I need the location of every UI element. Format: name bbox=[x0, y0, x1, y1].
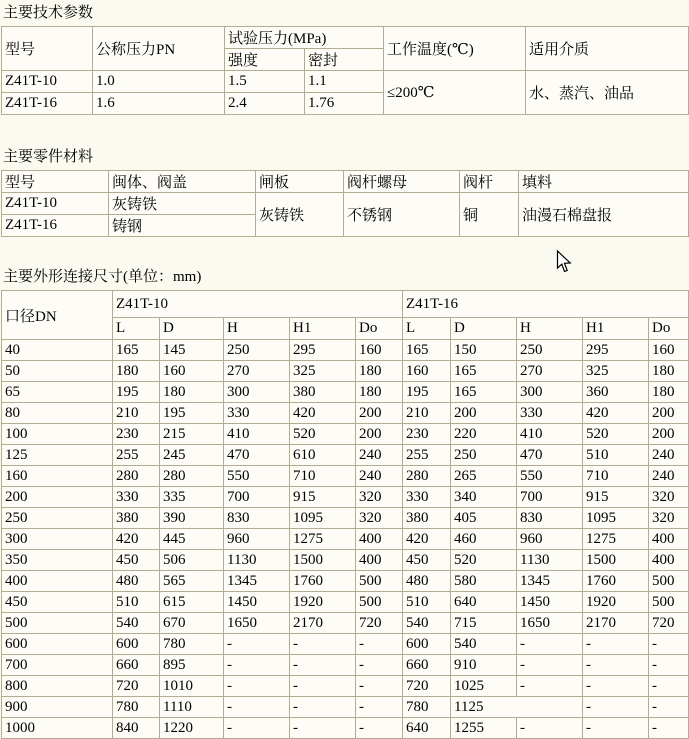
table-cell: 245 bbox=[160, 445, 224, 466]
table-cell: 265 bbox=[451, 466, 517, 487]
table-cell: - bbox=[224, 655, 290, 676]
table-cell: 1025 bbox=[451, 676, 517, 697]
column-header-test-pressure: 试验压力(MPa) bbox=[225, 27, 384, 49]
table-cell: 700 bbox=[517, 487, 583, 508]
table-cell: - bbox=[356, 676, 403, 697]
column-header-stem-nut: 阀杆螺母 bbox=[344, 171, 460, 193]
column-header-dn: 口径DN bbox=[2, 291, 113, 340]
table-cell: 710 bbox=[583, 466, 649, 487]
table-cell: 295 bbox=[583, 340, 649, 361]
table-cell: 500 bbox=[356, 592, 403, 613]
table-cell: 710 bbox=[290, 466, 356, 487]
column-header-do: Do bbox=[649, 318, 689, 340]
column-header-l: L bbox=[113, 318, 160, 340]
table-cell: 200 bbox=[649, 403, 689, 424]
table-cell: 240 bbox=[356, 466, 403, 487]
table-cell-packing: 油漫石棉盘报 bbox=[519, 193, 689, 237]
table-cell: 615 bbox=[160, 592, 224, 613]
table-cell: 1130 bbox=[224, 550, 290, 571]
table-cell: 1010 bbox=[160, 676, 224, 697]
table-cell: 325 bbox=[290, 361, 356, 382]
table-cell: 520 bbox=[451, 550, 517, 571]
table-cell: - bbox=[517, 655, 583, 676]
table-cell: 580 bbox=[451, 571, 517, 592]
table-cell: 125 bbox=[2, 445, 113, 466]
table-cell: 340 bbox=[451, 487, 517, 508]
table-cell: 780 bbox=[160, 634, 224, 655]
table-cell: 715 bbox=[451, 613, 517, 634]
table-cell: 145 bbox=[160, 340, 224, 361]
table-cell: 200 bbox=[356, 424, 403, 445]
table-cell: 660 bbox=[113, 655, 160, 676]
table-cell: 250 bbox=[2, 508, 113, 529]
table-cell: 300 bbox=[2, 529, 113, 550]
table-cell: 915 bbox=[583, 487, 649, 508]
table-cell: 540 bbox=[113, 613, 160, 634]
table-cell: 360 bbox=[583, 382, 649, 403]
table-cell: 720 bbox=[649, 613, 689, 634]
column-header-h: H bbox=[517, 318, 583, 340]
dimensions-tbody bbox=[2, 340, 689, 739]
table-cell: 400 bbox=[649, 550, 689, 571]
table-cell: 500 bbox=[649, 592, 689, 613]
table-cell: 280 bbox=[160, 466, 224, 487]
table-cell: 510 bbox=[113, 592, 160, 613]
table-cell: 1275 bbox=[583, 529, 649, 550]
table-cell: 470 bbox=[517, 445, 583, 466]
table-cell: 270 bbox=[517, 361, 583, 382]
table-cell: 210 bbox=[113, 403, 160, 424]
table-cell: 200 bbox=[451, 403, 517, 424]
table-cell: 180 bbox=[160, 382, 224, 403]
group-header-z41t-16: Z41T-16 bbox=[403, 291, 689, 318]
table-cell: 1450 bbox=[224, 592, 290, 613]
column-header-h: H bbox=[224, 318, 290, 340]
table-cell: 660 bbox=[403, 655, 451, 676]
table-cell: 160 bbox=[649, 340, 689, 361]
table-row bbox=[2, 361, 689, 382]
table-cell: 180 bbox=[113, 361, 160, 382]
table-cell: 325 bbox=[583, 361, 649, 382]
table-cell: - bbox=[517, 634, 583, 655]
table-row bbox=[2, 340, 689, 361]
table-cell: 65 bbox=[2, 382, 113, 403]
table-cell: 670 bbox=[160, 613, 224, 634]
table-cell: 380 bbox=[113, 508, 160, 529]
column-header-pn: 公称压力PN bbox=[93, 27, 225, 71]
table-cell: 405 bbox=[451, 508, 517, 529]
table-row bbox=[2, 697, 689, 718]
table-header-row bbox=[2, 27, 689, 49]
table-cell: 830 bbox=[224, 508, 290, 529]
table-cell: 1.76 bbox=[305, 93, 384, 115]
table-cell: 250 bbox=[517, 340, 583, 361]
column-header-model: 型号 bbox=[2, 171, 109, 193]
table-cell: 1760 bbox=[583, 571, 649, 592]
table-cell: 195 bbox=[113, 382, 160, 403]
table-cell: - bbox=[583, 634, 649, 655]
table-cell: 80 bbox=[2, 403, 113, 424]
table-cell: 230 bbox=[403, 424, 451, 445]
table-cell: 1650 bbox=[224, 613, 290, 634]
column-header-body-bonnet: 闽体、阀盖 bbox=[109, 171, 256, 193]
column-header-h1: H1 bbox=[583, 318, 649, 340]
table-cell: 830 bbox=[517, 508, 583, 529]
table-cell: 1.0 bbox=[93, 71, 225, 93]
table-cell: - bbox=[290, 634, 356, 655]
table-cell: 100 bbox=[2, 424, 113, 445]
table-cell: 180 bbox=[356, 382, 403, 403]
table-cell: 330 bbox=[224, 403, 290, 424]
table-cell: - bbox=[583, 655, 649, 676]
table-cell: 200 bbox=[2, 487, 113, 508]
table-cell: 450 bbox=[403, 550, 451, 571]
table-cell: 220 bbox=[451, 424, 517, 445]
table-cell: 510 bbox=[583, 445, 649, 466]
table-cell: Z41T-10 bbox=[2, 71, 93, 93]
table-cell: 510 bbox=[403, 592, 451, 613]
column-header-h1: H1 bbox=[290, 318, 356, 340]
table-cell: - bbox=[649, 676, 689, 697]
section-title-materials: 主要零件材料 bbox=[3, 149, 94, 165]
table-cell-gate: 灰铸铁 bbox=[256, 193, 344, 237]
table-cell: 230 bbox=[113, 424, 160, 445]
table-cell: 270 bbox=[224, 361, 290, 382]
table-cell: 960 bbox=[224, 529, 290, 550]
table-cell: 195 bbox=[160, 403, 224, 424]
table-cell: 200 bbox=[649, 424, 689, 445]
table-cell: 150 bbox=[451, 340, 517, 361]
table-cell: 700 bbox=[2, 655, 113, 676]
table-cell: 720 bbox=[356, 613, 403, 634]
table-cell: - bbox=[224, 697, 290, 718]
table-row bbox=[2, 613, 689, 634]
table-cell: - bbox=[517, 718, 583, 739]
table-cell: 300 bbox=[517, 382, 583, 403]
table-cell: 1345 bbox=[224, 571, 290, 592]
table-cell: 50 bbox=[2, 361, 113, 382]
table-cell: 280 bbox=[403, 466, 451, 487]
table-header-row bbox=[2, 171, 689, 193]
table-row bbox=[2, 529, 689, 550]
table-cell: 410 bbox=[517, 424, 583, 445]
table-cell: 610 bbox=[290, 445, 356, 466]
table-cell-stem-nut: 不锈钢 bbox=[344, 193, 460, 237]
table-cell: - bbox=[583, 697, 649, 718]
table-cell: 250 bbox=[224, 340, 290, 361]
table-cell-stem: 铜 bbox=[460, 193, 519, 237]
table-cell: 1125 bbox=[451, 697, 583, 718]
table-cell: 160 bbox=[403, 361, 451, 382]
table-cell: 470 bbox=[224, 445, 290, 466]
table-cell: 400 bbox=[356, 550, 403, 571]
table-cell: - bbox=[356, 655, 403, 676]
column-header-packing: 填料 bbox=[519, 171, 689, 193]
table-cell: 160 bbox=[2, 466, 113, 487]
table-cell: 1095 bbox=[583, 508, 649, 529]
table-cell: 350 bbox=[2, 550, 113, 571]
table-header-row bbox=[2, 291, 689, 318]
table-cell: 165 bbox=[451, 361, 517, 382]
table-cell: 445 bbox=[160, 529, 224, 550]
group-header-z41t-10: Z41T-10 bbox=[113, 291, 403, 318]
table-row bbox=[2, 445, 689, 466]
table-cell: 600 bbox=[403, 634, 451, 655]
table-cell: - bbox=[290, 718, 356, 739]
table-cell: 520 bbox=[583, 424, 649, 445]
table-cell: 255 bbox=[403, 445, 451, 466]
technical-params-table bbox=[1, 26, 689, 115]
table-cell: 165 bbox=[451, 382, 517, 403]
materials-table bbox=[1, 170, 689, 237]
table-cell: 895 bbox=[160, 655, 224, 676]
table-cell: Z41T-10 bbox=[2, 193, 109, 215]
table-cell: 1500 bbox=[290, 550, 356, 571]
table-cell: 1.6 bbox=[93, 93, 225, 115]
column-header-seal: 密封 bbox=[305, 49, 384, 71]
table-cell: 320 bbox=[356, 508, 403, 529]
table-cell-working-temp: ≤200℃ bbox=[384, 71, 526, 115]
table-cell: - bbox=[649, 697, 689, 718]
table-cell: 320 bbox=[649, 508, 689, 529]
table-cell: 910 bbox=[451, 655, 517, 676]
table-cell: 295 bbox=[290, 340, 356, 361]
table-cell: 1.1 bbox=[305, 71, 384, 93]
table-cell: 1130 bbox=[517, 550, 583, 571]
table-cell: - bbox=[290, 676, 356, 697]
table-cell: 640 bbox=[403, 718, 451, 739]
table-cell: 330 bbox=[517, 403, 583, 424]
column-header-d: D bbox=[160, 318, 224, 340]
table-cell: 420 bbox=[113, 529, 160, 550]
table-cell: - bbox=[290, 697, 356, 718]
table-cell: 720 bbox=[403, 676, 451, 697]
table-row bbox=[2, 571, 689, 592]
table-cell-medium: 水、蒸汽、油品 bbox=[526, 71, 689, 115]
table-cell: 300 bbox=[224, 382, 290, 403]
table-cell: - bbox=[356, 718, 403, 739]
column-header-d: D bbox=[451, 318, 517, 340]
table-cell: 380 bbox=[290, 382, 356, 403]
table-cell: 1345 bbox=[517, 571, 583, 592]
table-cell: 720 bbox=[113, 676, 160, 697]
section-title-technical: 主要技术参数 bbox=[3, 5, 94, 21]
table-cell: 240 bbox=[356, 445, 403, 466]
table-cell: 380 bbox=[403, 508, 451, 529]
table-row bbox=[2, 718, 689, 739]
table-cell: 1255 bbox=[451, 718, 517, 739]
table-cell: 1650 bbox=[517, 613, 583, 634]
table-cell: 195 bbox=[403, 382, 451, 403]
column-header-gate: 闸板 bbox=[256, 171, 344, 193]
table-cell: 200 bbox=[356, 403, 403, 424]
table-row bbox=[2, 193, 689, 215]
table-cell: 780 bbox=[403, 697, 451, 718]
table-cell: 215 bbox=[160, 424, 224, 445]
table-cell: 250 bbox=[451, 445, 517, 466]
table-cell: 1275 bbox=[290, 529, 356, 550]
table-cell: - bbox=[583, 718, 649, 739]
table-cell: - bbox=[583, 676, 649, 697]
table-cell: 280 bbox=[113, 466, 160, 487]
table-row bbox=[2, 403, 689, 424]
table-cell: 420 bbox=[583, 403, 649, 424]
table-cell: 160 bbox=[356, 340, 403, 361]
column-header-medium: 适用介质 bbox=[526, 27, 689, 71]
table-cell: - bbox=[224, 634, 290, 655]
table-cell: 780 bbox=[113, 697, 160, 718]
table-cell: 550 bbox=[224, 466, 290, 487]
table-cell: - bbox=[649, 718, 689, 739]
table-row bbox=[2, 550, 689, 571]
table-cell: 2170 bbox=[583, 613, 649, 634]
table-cell: 450 bbox=[2, 592, 113, 613]
table-cell: 1.5 bbox=[225, 71, 305, 93]
table-cell: - bbox=[517, 676, 583, 697]
table-cell: - bbox=[224, 718, 290, 739]
table-cell: 铸钢 bbox=[109, 215, 256, 237]
table-cell: 400 bbox=[2, 571, 113, 592]
table-cell: 500 bbox=[2, 613, 113, 634]
column-header-l: L bbox=[403, 318, 451, 340]
table-row bbox=[2, 71, 689, 93]
table-cell: 240 bbox=[649, 466, 689, 487]
table-cell: 165 bbox=[113, 340, 160, 361]
table-cell: 960 bbox=[517, 529, 583, 550]
table-row bbox=[2, 592, 689, 613]
table-cell: 520 bbox=[290, 424, 356, 445]
table-cell: 420 bbox=[290, 403, 356, 424]
table-cell: 840 bbox=[113, 718, 160, 739]
table-cell: 565 bbox=[160, 571, 224, 592]
column-header-working-temp: 工作温度(℃) bbox=[384, 27, 526, 71]
table-cell: 210 bbox=[403, 403, 451, 424]
table-cell: - bbox=[649, 655, 689, 676]
table-cell: 450 bbox=[113, 550, 160, 571]
table-cell: 400 bbox=[356, 529, 403, 550]
table-cell: 500 bbox=[649, 571, 689, 592]
dimensions-table bbox=[1, 290, 689, 739]
table-cell: 2.4 bbox=[225, 93, 305, 115]
table-cell: 1000 bbox=[2, 718, 113, 739]
table-cell: 1095 bbox=[290, 508, 356, 529]
table-row bbox=[2, 424, 689, 445]
table-cell: 1920 bbox=[290, 592, 356, 613]
table-cell: 640 bbox=[451, 592, 517, 613]
table-cell: 800 bbox=[2, 676, 113, 697]
table-cell: - bbox=[356, 634, 403, 655]
table-cell: Z41T-16 bbox=[2, 215, 109, 237]
table-cell: 255 bbox=[113, 445, 160, 466]
column-header-model: 型号 bbox=[2, 27, 93, 71]
table-cell: 1500 bbox=[583, 550, 649, 571]
table-cell: 240 bbox=[649, 445, 689, 466]
table-cell: 335 bbox=[160, 487, 224, 508]
table-cell: - bbox=[356, 697, 403, 718]
table-cell: 160 bbox=[160, 361, 224, 382]
table-cell: 165 bbox=[403, 340, 451, 361]
table-cell: 180 bbox=[649, 382, 689, 403]
table-cell: 390 bbox=[160, 508, 224, 529]
table-cell: 1760 bbox=[290, 571, 356, 592]
table-cell: 1450 bbox=[517, 592, 583, 613]
table-cell: - bbox=[224, 676, 290, 697]
table-cell: 460 bbox=[451, 529, 517, 550]
table-row bbox=[2, 655, 689, 676]
table-cell: 540 bbox=[451, 634, 517, 655]
table-cell: 540 bbox=[403, 613, 451, 634]
table-cell: 600 bbox=[2, 634, 113, 655]
table-cell: 330 bbox=[113, 487, 160, 508]
table-row bbox=[2, 508, 689, 529]
table-row bbox=[2, 676, 689, 697]
table-cell: 700 bbox=[224, 487, 290, 508]
table-cell: 480 bbox=[403, 571, 451, 592]
column-header-do: Do bbox=[356, 318, 403, 340]
table-cell: 500 bbox=[356, 571, 403, 592]
table-cell: 900 bbox=[2, 697, 113, 718]
table-cell: Z41T-16 bbox=[2, 93, 93, 115]
column-header-strength: 强度 bbox=[225, 49, 305, 71]
column-header-stem: 阀杆 bbox=[460, 171, 519, 193]
table-cell: 1220 bbox=[160, 718, 224, 739]
table-cell: 420 bbox=[403, 529, 451, 550]
table-cell: 410 bbox=[224, 424, 290, 445]
table-row bbox=[2, 487, 689, 508]
table-cell: 506 bbox=[160, 550, 224, 571]
table-row bbox=[2, 634, 689, 655]
table-cell: 180 bbox=[649, 361, 689, 382]
table-cell: 550 bbox=[517, 466, 583, 487]
table-cell: 330 bbox=[403, 487, 451, 508]
table-cell: 320 bbox=[649, 487, 689, 508]
table-cell: 480 bbox=[113, 571, 160, 592]
table-cell: 400 bbox=[649, 529, 689, 550]
table-cell: 320 bbox=[356, 487, 403, 508]
section-title-dimensions: 主要外形连接尺寸(单位：mm) bbox=[3, 269, 202, 285]
table-cell: - bbox=[290, 655, 356, 676]
table-cell: 180 bbox=[356, 361, 403, 382]
table-cell: - bbox=[649, 634, 689, 655]
table-cell: 灰铸铁 bbox=[109, 193, 256, 215]
table-cell: 40 bbox=[2, 340, 113, 361]
table-row bbox=[2, 382, 689, 403]
table-cell: 600 bbox=[113, 634, 160, 655]
table-cell: 2170 bbox=[290, 613, 356, 634]
table-cell: 1110 bbox=[160, 697, 224, 718]
table-row bbox=[2, 466, 689, 487]
table-cell: 915 bbox=[290, 487, 356, 508]
table-cell: 1920 bbox=[583, 592, 649, 613]
